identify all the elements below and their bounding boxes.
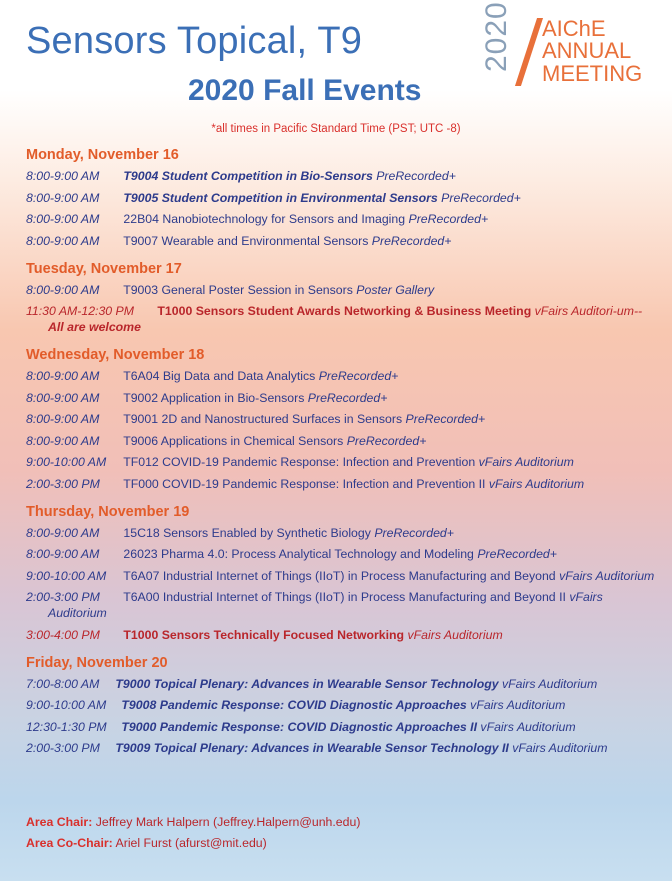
event-format: vFairs Auditorium — [480, 719, 576, 734]
events-schedule — [26, 145, 656, 762]
event-time: 8:00-9:00 AM — [26, 212, 100, 226]
event-row — [26, 233, 656, 249]
event-row — [26, 190, 656, 206]
event-time: 8:00-9:00 AM — [26, 412, 100, 426]
event-time: 8:00-9:00 AM — [26, 547, 100, 561]
event-time: 8:00-9:00 AM — [26, 233, 100, 248]
event-row — [26, 368, 656, 384]
area-co-chair-label: Area Co-Chair: — [26, 836, 113, 850]
day-heading-friday: Friday, November 20 — [26, 654, 168, 671]
event-row — [26, 454, 656, 470]
event-time: 8:00-9:00 AM — [26, 369, 100, 383]
event-title: T6A07 Industrial Internet of Things (IIoT) in Process Manufacturing and Beyond — [123, 568, 556, 583]
event-time: 12:30-1:30 PM — [26, 719, 107, 734]
event-row — [26, 211, 656, 227]
event-title: T9001 2D and Nanostructured Surfaces in Sensors — [123, 412, 403, 426]
event-time: 8:00-9:00 AM — [26, 433, 100, 448]
event-time: 2:00-3:00 PM — [26, 476, 100, 491]
event-format: PreRecorded+ — [408, 212, 489, 226]
event-time: 8:00-9:00 AM — [26, 169, 100, 183]
area-co-chair — [26, 833, 360, 854]
event-title: T1000 Sensors Student Awards Networking & Business Meeting — [157, 304, 532, 318]
event-time: 9:00-10:00 AM — [26, 568, 107, 583]
event-format: vFairs Auditorium — [488, 476, 585, 491]
event-row — [26, 168, 656, 184]
event-row — [26, 740, 656, 756]
event-format: PreRecorded+ — [346, 433, 427, 448]
event-row — [26, 589, 656, 621]
event-time: 2:00-3:00 PM — [26, 590, 100, 604]
event-title: T9005 Student Competition in Environmental Sensors — [123, 190, 438, 205]
event-title: T9002 Application in Bio-Sensors — [123, 390, 305, 405]
logo-slash-icon — [515, 18, 543, 86]
event-title: T9006 Applications in Chemical Sensors — [123, 433, 344, 448]
day-heading-tuesday: Tuesday, November 17 — [26, 260, 182, 277]
event-format: vFairs Auditorium — [512, 741, 608, 755]
event-format: Poster Gallery — [356, 282, 435, 297]
event-format: vFairs Auditorium — [470, 698, 566, 712]
event-row — [26, 546, 656, 562]
area-chair-value: Jeffrey Mark Halpern (Jeffrey.Halpern@unh.edu) — [95, 815, 361, 829]
event-time: 9:00-10:00 AM — [26, 455, 107, 469]
event-time: 3:00-4:00 PM — [26, 627, 100, 642]
event-row — [26, 719, 656, 735]
event-time: 8:00-9:00 AM — [26, 390, 100, 405]
day-heading-monday: Monday, November 16 — [26, 147, 179, 163]
event-row — [26, 676, 656, 692]
event-title: T9000 Topical Plenary: Advances in Wearable Sensor Technology — [115, 676, 499, 691]
event-format: PreRecorded+ — [307, 390, 388, 405]
event-format: vFairs Auditorium — [407, 627, 503, 642]
event-row — [26, 433, 656, 449]
event-time: 2:00-3:00 PM — [26, 741, 100, 755]
event-time: 7:00-8:00 AM — [26, 676, 100, 691]
event-title: 15C18 Sensors Enabled by Synthetic Biology — [123, 525, 371, 540]
timezone-note: *all times in Pacific Standard Time (PST; UTC -8) — [211, 123, 461, 135]
event-row — [26, 390, 656, 406]
event-time: 8:00-9:00 AM — [26, 525, 100, 540]
event-title: T9009 Topical Plenary: Advances in Wearable Sensor Technology II — [115, 741, 509, 755]
aiche-annual-meeting-logo — [480, 1, 664, 90]
event-format: vFairs Auditori-um-- — [534, 304, 643, 318]
event-format: vFairs Auditorium — [502, 676, 598, 691]
day-heading-wednesday: Wednesday, November 18 — [26, 347, 205, 363]
event-row — [26, 697, 656, 713]
event-format: PreRecorded+ — [371, 233, 452, 248]
event-time: 8:00-9:00 AM — [26, 190, 100, 205]
event-format: PreRecorded+ — [318, 369, 399, 383]
event-time: 9:00-10:00 AM — [26, 698, 107, 712]
event-title: 26023 Pharma 4.0: Process Analytical Technology and Modeling — [123, 547, 474, 561]
event-title: T1000 Sensors Technically Focused Networking — [123, 627, 405, 642]
event-format: vFairs Auditorium — [48, 590, 603, 620]
event-row — [26, 411, 656, 427]
event-title: T6A04 Big Data and Data Analytics — [123, 369, 316, 383]
event-title: T9008 Pandemic Response: COVID Diagnostic Approaches — [121, 698, 467, 712]
area-co-chair-value: Ariel Furst (afurst@mit.edu) — [115, 836, 267, 850]
event-row — [26, 476, 656, 492]
event-format: PreRecorded+ — [441, 190, 521, 205]
event-welcome-note: All are welcome — [48, 320, 141, 334]
event-format: PreRecorded+ — [477, 547, 557, 561]
event-title: TF012 COVID-19 Pandemic Response: Infection and Prevention — [123, 455, 476, 469]
event-title: TF000 COVID-19 Pandemic Response: Infection and Prevention II — [123, 476, 486, 491]
logo-line-3: MEETING — [542, 61, 643, 86]
logo-year: 2020 — [480, 1, 513, 72]
event-format: vFairs Auditorium — [559, 568, 655, 583]
event-title: T9004 Student Competition in Bio-Sensors — [123, 169, 373, 183]
event-row — [26, 282, 656, 298]
event-title: 22B04 Nanobiotechnology for Sensors and Imaging — [123, 212, 406, 226]
event-time: 11:30 AM-12:30 PM — [26, 304, 134, 318]
event-format: PreRecorded+ — [376, 169, 456, 183]
event-title: T9003 General Poster Session in Sensors — [123, 282, 353, 297]
event-row — [26, 525, 656, 541]
event-format: PreRecorded+ — [374, 525, 454, 540]
event-row — [26, 568, 656, 584]
contacts-footer — [26, 812, 360, 854]
day-heading-thursday: Thursday, November 19 — [26, 503, 190, 520]
event-time: 8:00-9:00 AM — [26, 282, 100, 297]
event-title: T9007 Wearable and Environmental Sensors — [123, 233, 369, 248]
area-chair-label: Area Chair: — [26, 815, 93, 829]
event-title: T6A00 Industrial Internet of Things (IIoT) in Process Manufacturing and Beyond II — [123, 590, 566, 604]
area-chair — [26, 812, 360, 833]
event-row-highlight — [26, 627, 656, 643]
page-title: Sensors Topical, T9 — [26, 20, 363, 62]
page-subtitle: 2020 Fall Events — [188, 74, 422, 107]
event-title: T9000 Pandemic Response: COVID Diagnostic Approaches II — [121, 719, 477, 734]
event-format: PreRecorded+ — [405, 412, 486, 426]
event-format: vFairs Auditorium — [478, 455, 574, 469]
logo-line-2: ANNUAL — [542, 38, 632, 63]
event-row-highlight — [26, 303, 656, 335]
logo-line-1: AIChE — [542, 16, 606, 41]
